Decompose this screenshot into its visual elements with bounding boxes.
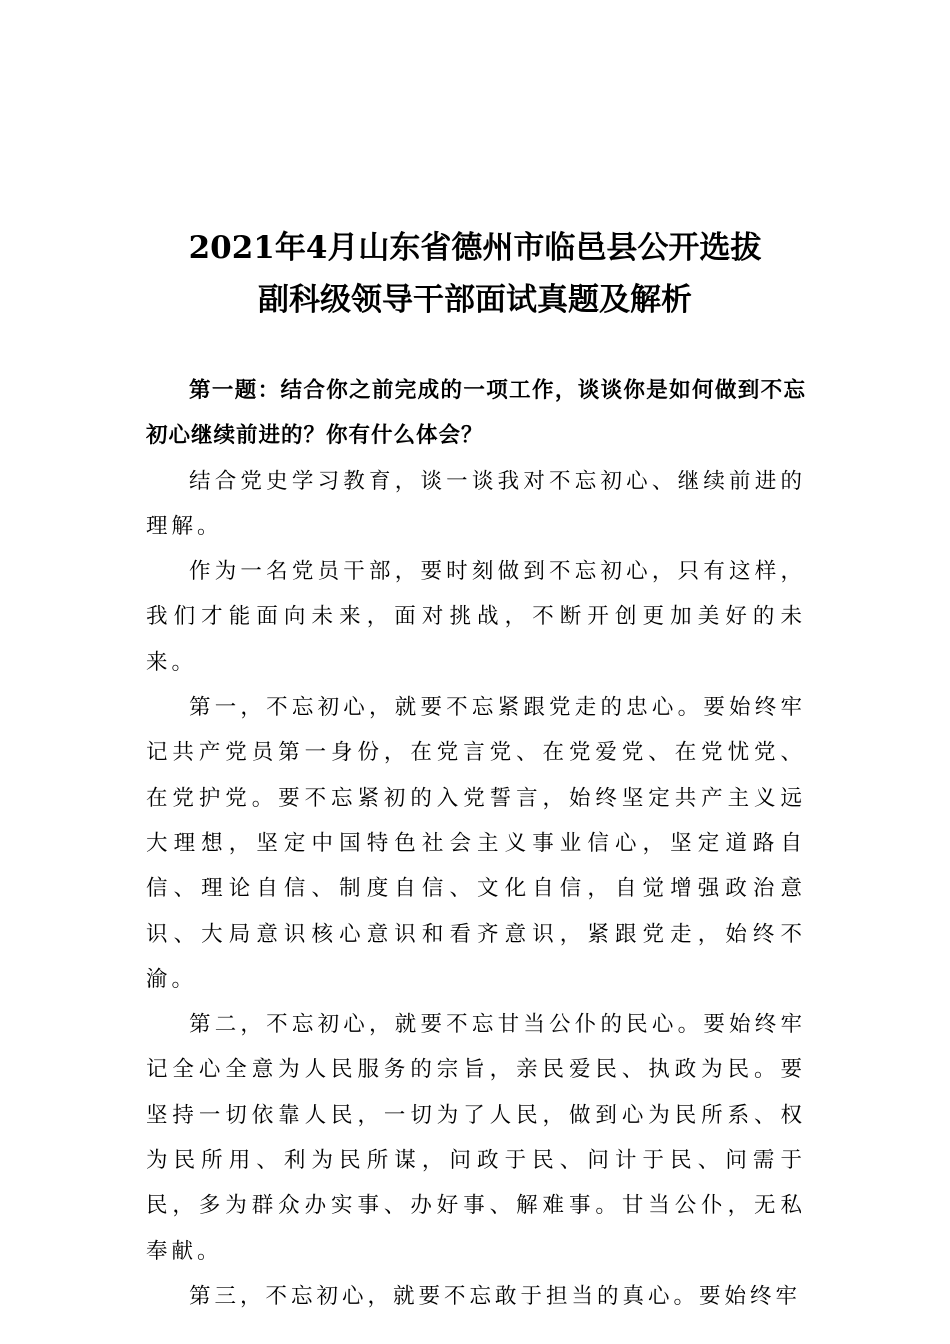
paragraph-point-2: 第二，不忘初心，就要不忘甘当公仆的民心。要始终牢记全心全意为人民服务的宗旨，亲民爱民、执政为民。要坚持一切依靠人民，一切为了人民，做到心为民所系、权为民所用、利为民所谋，问政于民、问计于民、问需于民，多为群众办实事、办好事、解难事。甘当公仆，无私奉献。 [146, 1012, 806, 1264]
document-body [146, 368, 806, 1319]
title-line-1: 2021年4月山东省德州市临邑县公开选拔 [188, 230, 762, 266]
title-line-2: 副科级领导干部面试真题及解析 [258, 282, 692, 318]
paragraph-overview: 作为一名党员干部，要时刻做到不忘初心，只有这样，我们才能面向未来，面对挑战，不断开创更加美好的未来。 [146, 559, 806, 675]
paragraph-point-1: 第一，不忘初心，就要不忘紧跟党走的忠心。要始终牢记共产党员第一身份，在党言党、在党爱党、在党忧党、在党护党。要不忘紧初的入党誓言，始终坚定共产主义远大理想，坚定中国特色社会主义事业信心，坚定道路自信、理论自信、制度自信、文化自信，自觉增强政治意识、大局意识核心意识和看齐意识，紧跟党走，始终不渝。 [146, 695, 806, 992]
question-heading: 第一题：结合你之前完成的一项工作，谈谈你是如何做到不忘初心继续前进的？你有什么体会？ [146, 378, 806, 449]
paragraph-point-3: 第三，不忘初心，就要不忘敢于担当的真心。要始终牢 [189, 1283, 802, 1309]
document-title [100, 222, 850, 326]
paragraph-intro: 结合党史学习教育，谈一谈我对不忘初心、继续前进的理解。 [146, 468, 806, 539]
